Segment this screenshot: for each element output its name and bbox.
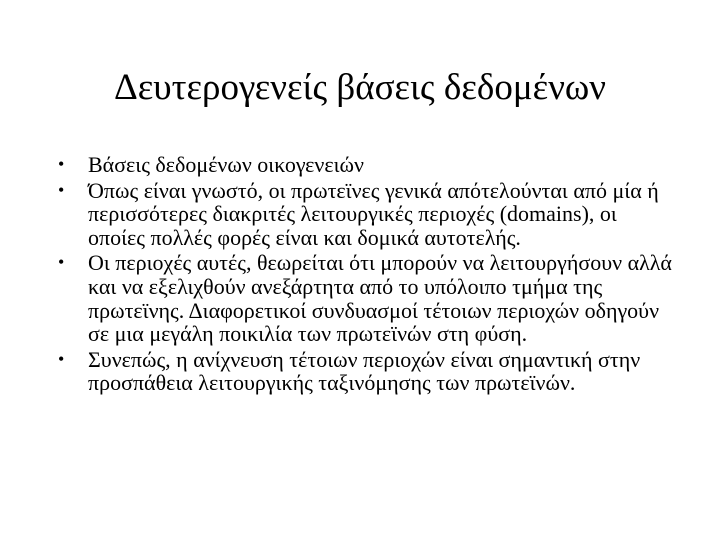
bullet-item bbox=[56, 348, 676, 395]
bullet-marker: • bbox=[58, 179, 65, 200]
bullet-marker: • bbox=[58, 348, 65, 369]
bullet-item bbox=[56, 179, 676, 250]
bullet-item bbox=[56, 153, 676, 177]
slide-title: Δευτερογενείς βάσεις δεδομένων bbox=[113, 67, 607, 108]
bullet-text: Οι περιοχές αυτές, θεωρείται ότι μπορούν να λειτουργήσουν αλλά και να εξελιχθούν ανεξάρτητα από το υπόλοιπο τμήμα της πρωτεϊνης. Διαφορετικοί συνδυασμοί τέτοιων περιοχών οδηγούν σε μια μεγάλη ποικιλία των πρωτεϊνών στη φύση. bbox=[88, 250, 672, 347]
bullet-marker: • bbox=[58, 252, 65, 273]
bullet-text: Όπως είναι γνωστό, οι πρωτεϊνες γενικά απότελούνται από μία ή περισσότερες διακριτές λειτουργικές περιοχές (domains), οι οποίες πολλές φορές είναι και δομικά αυτοτελής. bbox=[88, 177, 659, 250]
bullet-text: Βάσεις δεδομένων οικογενειών bbox=[88, 152, 364, 177]
bullet-marker: • bbox=[58, 154, 65, 174]
bullet-text: Συνεπώς, η ανίχνευση τέτοιων περιοχών είναι σημαντική στην προσπάθεια λειτουργικής ταξινόμησης των πρωτεϊνών. bbox=[88, 346, 641, 396]
bullet-item bbox=[56, 251, 676, 345]
bullet-list bbox=[56, 153, 676, 397]
